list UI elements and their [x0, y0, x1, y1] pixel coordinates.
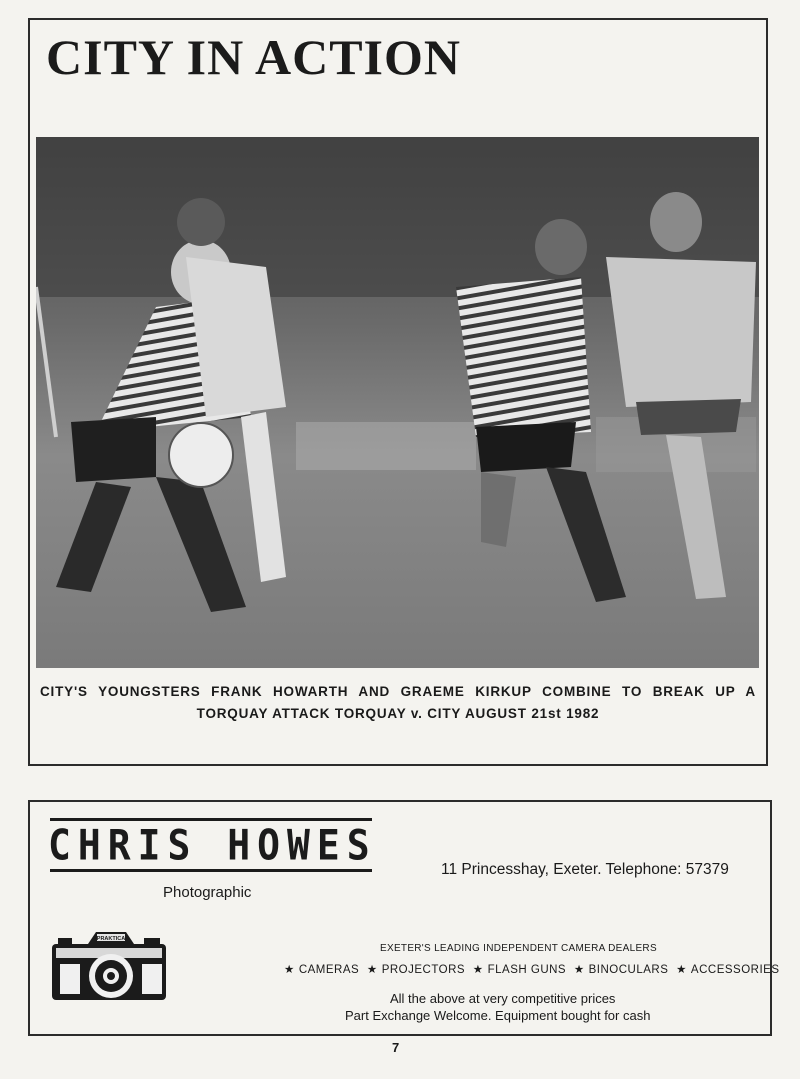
brand-subtitle: Photographic: [163, 884, 252, 901]
photo-caption: [40, 681, 756, 725]
caption-line-2: TORQUAY ATTACK TORQUAY v. CITY AUGUST 21st 1982: [196, 706, 600, 721]
star-icon: ★: [676, 964, 687, 976]
pricing-note: All the above at very competitive prices: [390, 991, 616, 1006]
product-list: [280, 962, 780, 976]
star-icon: ★: [472, 964, 484, 976]
product-item: ACCESSORIES: [690, 964, 780, 976]
match-photo-image: [36, 137, 759, 668]
star-icon: ★: [573, 964, 585, 976]
caption-line-1: CITY'S YOUNGSTERS FRANK HOWARTH AND GRAEME KIRKUP COMBINE TO BREAK UP A: [40, 684, 756, 699]
page-title: CITY IN ACTION: [46, 29, 462, 85]
page-number: 7: [392, 1040, 400, 1055]
match-photo: [36, 137, 759, 668]
star-icon: ★: [366, 964, 378, 976]
brand-logo: [48, 818, 377, 872]
product-item: BINOCULARS: [588, 964, 669, 976]
star-icon: ★: [284, 964, 295, 976]
shop-tagline: EXETER'S LEADING INDEPENDENT CAMERA DEALERS: [380, 943, 657, 954]
shop-address: 11 Princesshay, Exeter. Telephone: 57379: [441, 861, 729, 878]
camera-icon: [50, 928, 168, 1004]
product-item: FLASH GUNS: [487, 964, 567, 976]
svg-text:PRAKTICA: PRAKTICA: [96, 936, 126, 942]
brand-name: CHRIS HOWES: [48, 820, 377, 870]
exchange-note: Part Exchange Welcome. Equipment bought for cash: [345, 1008, 651, 1023]
product-item: CAMERAS: [298, 964, 360, 976]
product-item: PROJECTORS: [381, 964, 466, 976]
